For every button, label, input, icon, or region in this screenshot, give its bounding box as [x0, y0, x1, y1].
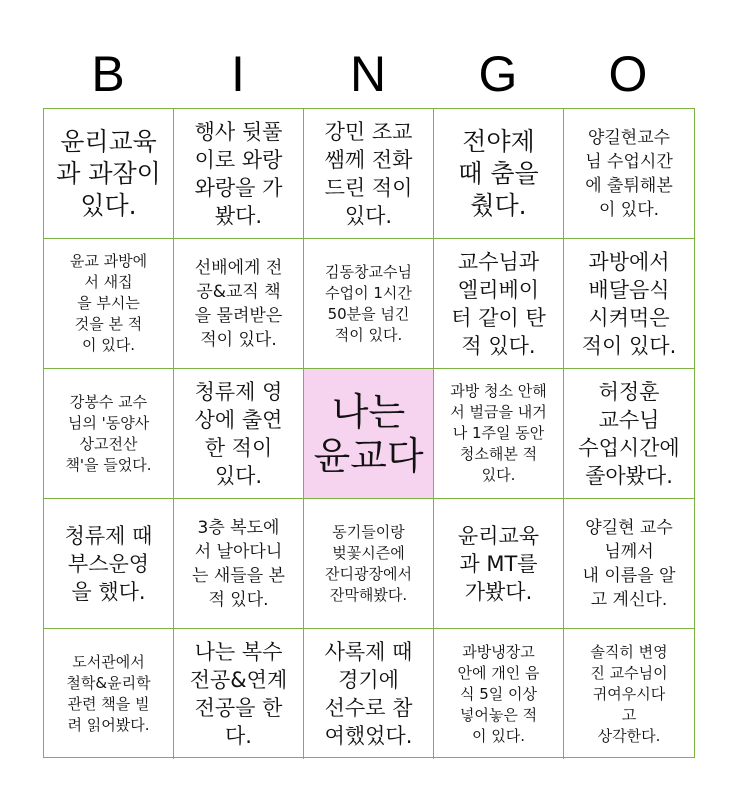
bingo-cell[interactable] — [174, 109, 304, 239]
bingo-cell[interactable] — [434, 499, 564, 629]
cell-text: 강민 조교 쌤께 전화 드린 적이 있다. — [324, 119, 413, 228]
cell-text: 나는 복수 전공&연계 전공을 한 다. — [189, 640, 288, 748]
cell-text: 전야제 때 춤을 췄다. — [458, 126, 539, 220]
cell-text: 청류제 때 부스운영 을 했다. — [64, 523, 153, 604]
bingo-cell[interactable] — [564, 499, 694, 629]
cell-text: 양길현 교수 님께서 내 이름을 알 고 계신다. — [582, 517, 676, 610]
cell-text: 행사 뒷풀 이로 와랑 와랑을 가 봤다. — [194, 119, 283, 228]
cell-text: 과방냉장고 안에 개인 음 식 5일 이상 넣어놓은 적 이 있다. — [457, 642, 540, 745]
header-letter-b: B — [91, 46, 125, 102]
bingo-cell[interactable] — [304, 109, 434, 239]
cell-text: 동기들이랑 벚꽃시즌에 잔디광장에서 잔막해봤다. — [325, 522, 412, 604]
bingo-cell[interactable] — [174, 239, 304, 369]
cell-text: 과방에서 배달음식 시켜먹은 적이 있다. — [581, 249, 677, 358]
bingo-cell[interactable] — [304, 239, 434, 369]
cell-text: 과방 청소 안해 서 벌금을 내거 나 1주일 동안 청소해본 적 있다. — [450, 382, 547, 484]
bingo-cell[interactable] — [304, 499, 434, 629]
bingo-cell[interactable] — [434, 369, 564, 499]
bingo-cell[interactable] — [564, 239, 694, 369]
header-letter-i: I — [231, 46, 245, 102]
bingo-header — [43, 42, 693, 106]
bingo-cell[interactable] — [564, 369, 694, 499]
bingo-cell[interactable] — [564, 629, 694, 759]
header-letter-g: G — [478, 46, 518, 102]
bingo-cell[interactable] — [564, 109, 694, 239]
cell-text: 교수님과 엘리베이 터 같이 탄 적 있다. — [451, 249, 546, 358]
bingo-cell[interactable] — [434, 629, 564, 759]
free-space-cell[interactable] — [304, 369, 434, 499]
cell-text: 윤리교육 과 MT를 가봤다. — [457, 523, 540, 604]
bingo-board — [43, 108, 695, 758]
header-letter-o: O — [608, 46, 648, 102]
cell-text: 도서관에서 철학&윤리학 관련 책을 빌 려 읽어봤다. — [66, 653, 151, 734]
bingo-cell[interactable] — [44, 499, 174, 629]
bingo-cell[interactable] — [174, 499, 304, 629]
cell-text: 선배에게 전 공&교직 책 을 물려받은 적이 있다. — [194, 257, 283, 350]
cell-text: 윤리교육 과 과잠이 있다. — [56, 126, 161, 220]
cell-text: 허정훈 교수님 수업시간에 졸아봤다. — [578, 379, 680, 488]
bingo-cell[interactable] — [44, 369, 174, 499]
bingo-cell[interactable] — [44, 629, 174, 759]
cell-text: 솔직히 변영 진 교수님이 귀여우시다 고 상각한다. — [590, 642, 668, 745]
cell-text: 김동창교수님 수업이 1시간 50분을 넘긴 적이 있다. — [325, 262, 412, 344]
bingo-cell[interactable] — [304, 629, 434, 759]
header-letter-n: N — [349, 46, 387, 102]
bingo-cell[interactable] — [44, 109, 174, 239]
cell-text: 양길현교수 님 수업시간 에 출튀해본 이 있다. — [585, 127, 673, 220]
bingo-cell[interactable] — [174, 369, 304, 499]
cell-text: 나는 윤교다 — [313, 389, 424, 478]
cell-text: 청류제 영 상에 출연 한 적이 있다. — [194, 379, 283, 488]
cell-text: 강봉수 교수 님의 '동양사 상고전산 책'을 들었다. — [65, 392, 152, 474]
bingo-cell[interactable] — [44, 239, 174, 369]
bingo-cell[interactable] — [434, 239, 564, 369]
cell-text: 윤교 과방에 서 새집 을 부시는 것을 본 적 이 있다. — [69, 252, 148, 354]
cell-text: 사록제 때 경기에 선수로 참 여했었다. — [324, 640, 413, 748]
cell-text: 3층 복도에 서 날아다니 는 새들을 본 적 있다. — [192, 517, 285, 610]
bingo-cell[interactable] — [434, 109, 564, 239]
bingo-cell[interactable] — [174, 629, 304, 759]
